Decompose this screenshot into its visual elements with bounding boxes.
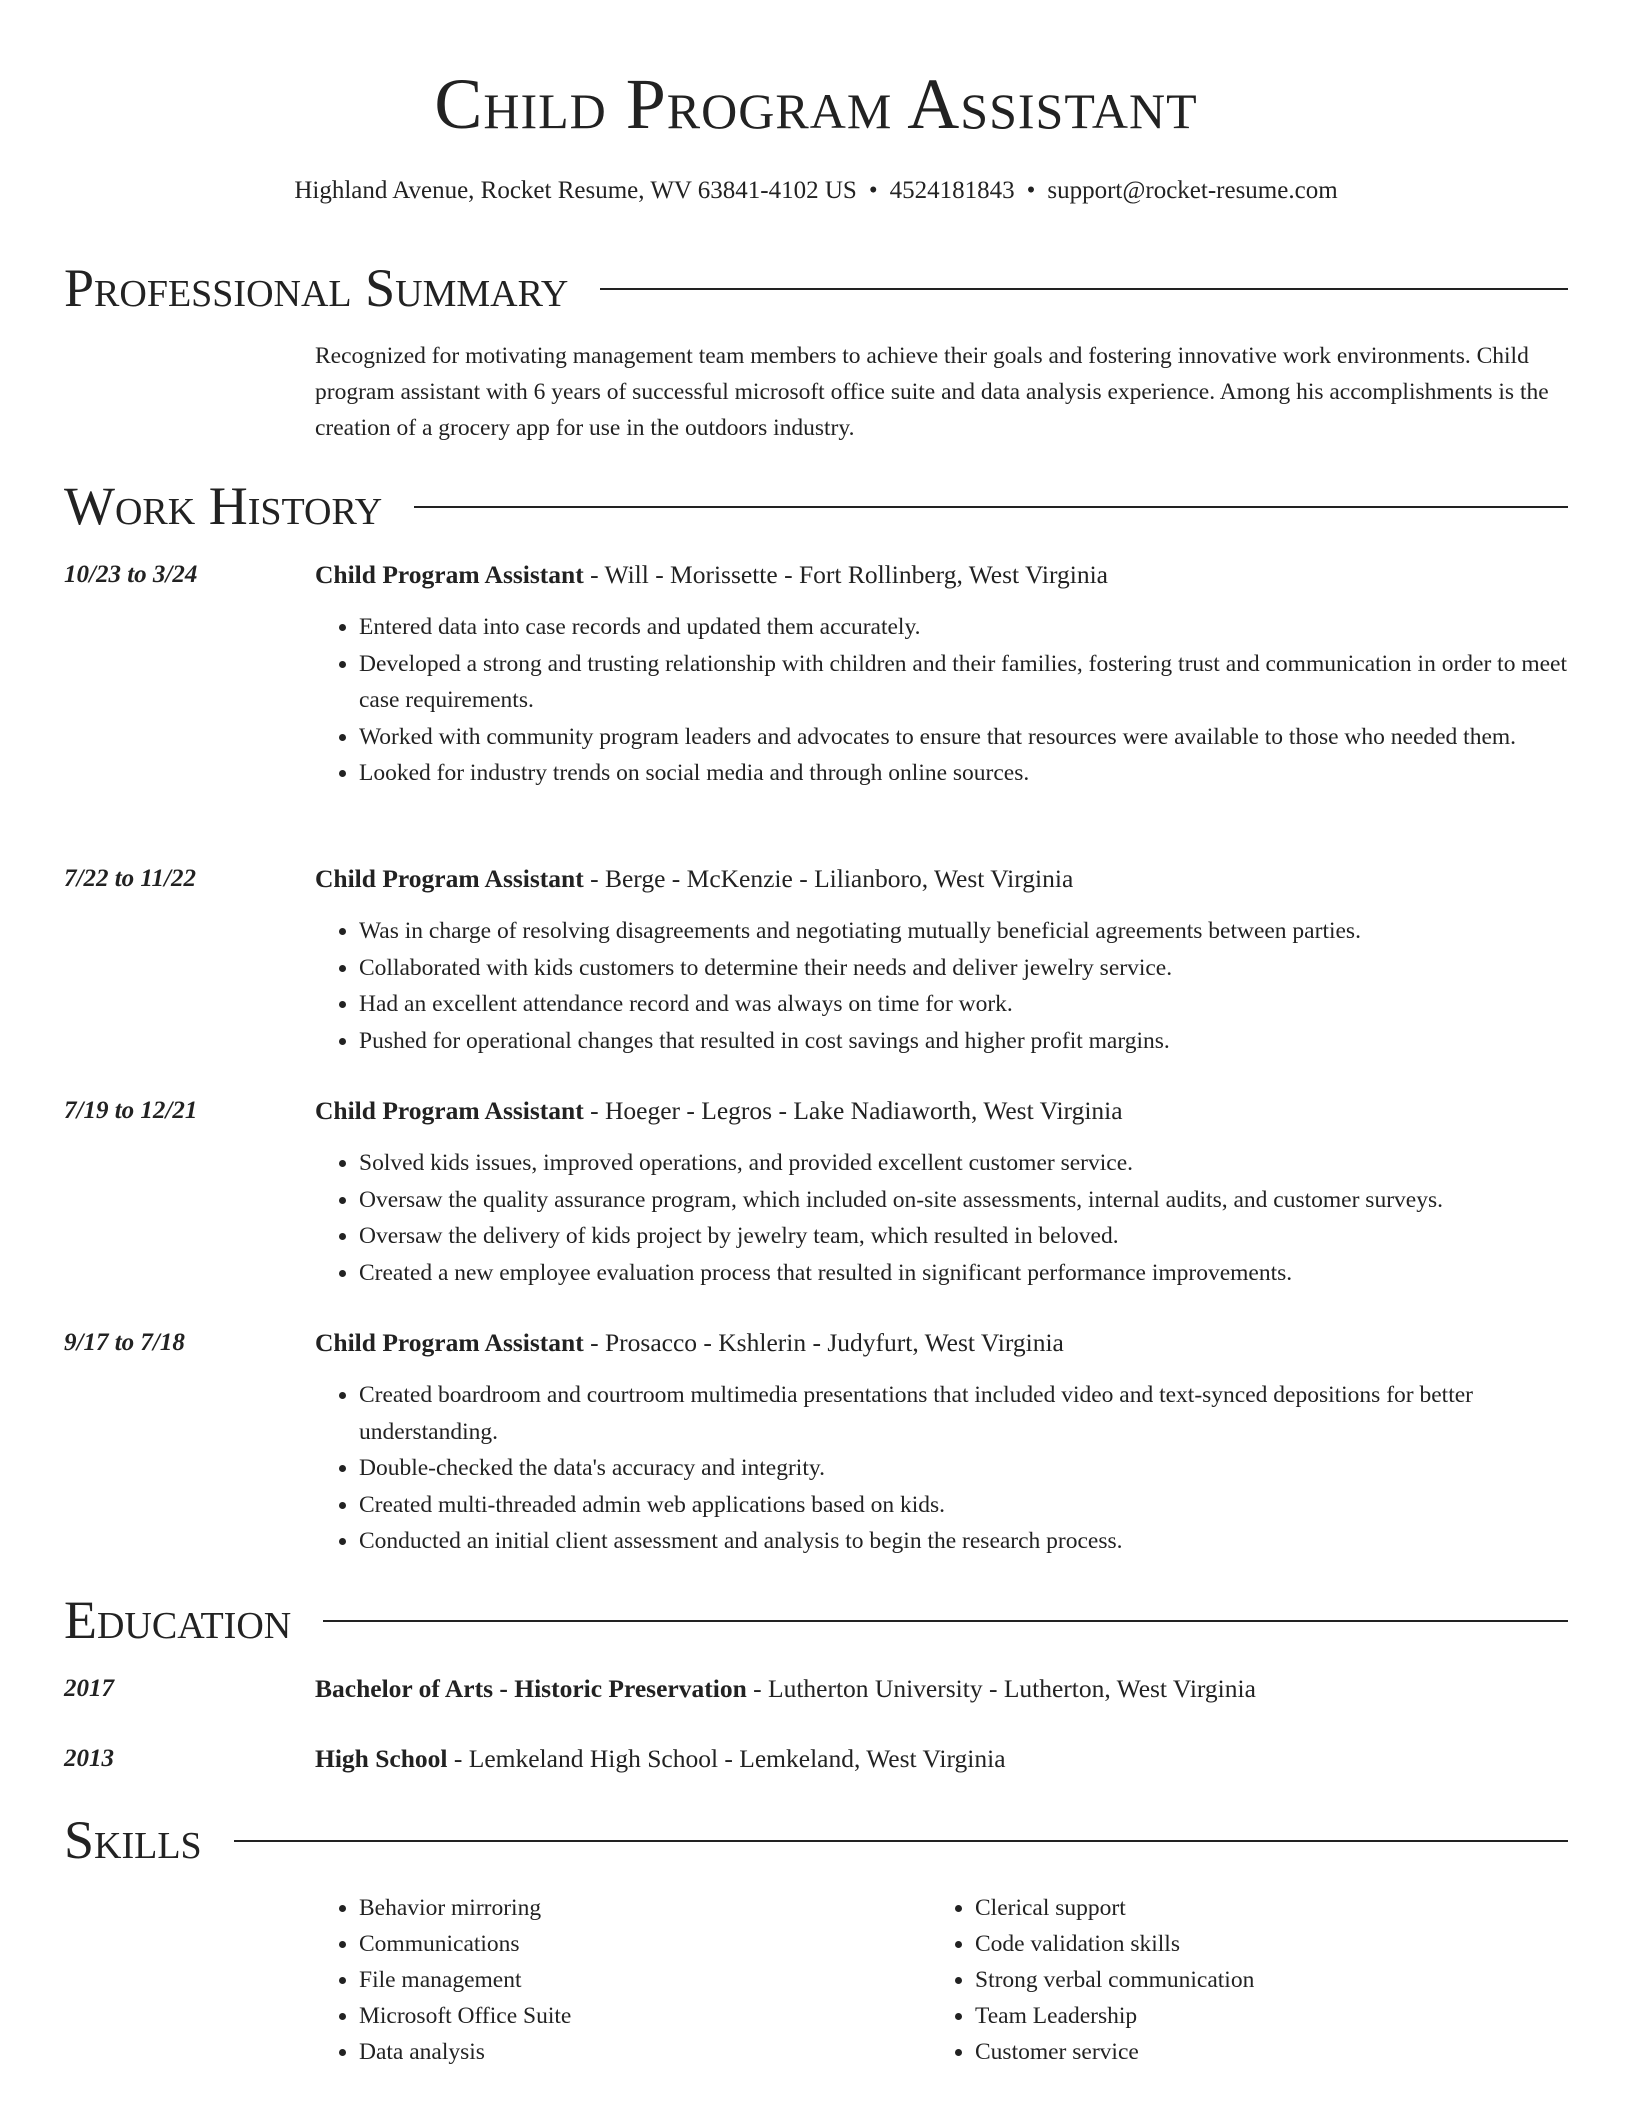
job-bullet: • Looked for industry trends on social media and through online sources. — [359, 755, 1568, 792]
job-bullets — [315, 913, 1568, 1059]
job-bullet: • Was in charge of resolving disagreements and negotiating mutually beneficial agreements between parties. — [359, 913, 1568, 950]
job-title-line — [315, 862, 1073, 896]
education-heading: Education — [64, 1590, 292, 1650]
job-bullet: • Had an excellent attendance record and was always on time for work. — [359, 986, 1568, 1023]
job-bullet: • Worked with community program leaders and advocates to ensure that resources were available to those who needed them. — [359, 719, 1568, 756]
job-bullet: • Conducted an initial client assessment and analysis to begin the research process. — [359, 1523, 1568, 1560]
job-dates: 9/17 to 7/18 — [64, 1329, 185, 1356]
job-details: - Hoeger - Legros - Lake Nadiaworth, West Virginia — [583, 1096, 1123, 1125]
job-title-line — [315, 1326, 1064, 1360]
contact-email: support@rocket-resume.com — [1047, 177, 1338, 204]
job-dates: 7/22 to 11/22 — [64, 865, 196, 892]
job-title: Child Program Assistant — [315, 1328, 584, 1357]
contact-separator: • — [868, 177, 878, 204]
job-title: Child Program Assistant — [315, 864, 584, 893]
section-divider — [234, 1840, 1568, 1842]
section-divider — [600, 288, 1568, 290]
skill-item: • Data analysis — [359, 2034, 975, 2070]
skills-section-header — [64, 1808, 1568, 1872]
skill-item: • Strong verbal communication — [975, 1962, 1612, 1998]
education-degree: High School — [315, 1744, 448, 1773]
section-divider — [323, 1620, 1568, 1622]
job-dates: 7/19 to 12/21 — [64, 1097, 198, 1124]
skills-list-right — [931, 1890, 1612, 2070]
education-details: - Lemkeland High School - Lemkeland, West Virginia — [447, 1744, 1006, 1773]
skill-item: • File management — [359, 1962, 975, 1998]
job-bullets — [315, 1145, 1568, 1291]
skill-item: • Code validation skills — [975, 1926, 1612, 1962]
job-bullet: • Created boardroom and courtroom multimedia presentations that included video and text-synced depositions for better understanding. — [359, 1377, 1568, 1450]
job-title: Child Program Assistant — [315, 560, 584, 589]
job-bullet: • Pushed for operational changes that resulted in cost savings and higher profit margins. — [359, 1023, 1568, 1060]
summary-section-header — [64, 256, 1568, 320]
contact-separator: • — [1026, 177, 1036, 204]
education-line — [315, 1742, 1006, 1776]
job-title-line — [315, 558, 1108, 592]
education-degree: Bachelor of Arts - Historic Preservation — [315, 1674, 747, 1703]
skill-item: • Microsoft Office Suite — [359, 1998, 975, 2034]
job-dates: 10/23 to 3/24 — [64, 561, 198, 588]
contact-line — [64, 174, 1568, 208]
job-title: Child Program Assistant — [315, 1096, 584, 1125]
job-details: - Berge - McKenzie - Lilianboro, West Virginia — [583, 864, 1074, 893]
job-details: - Prosacco - Kshlerin - Judyfurt, West Virginia — [583, 1328, 1064, 1357]
contact-phone: 4524181843 — [889, 177, 1015, 204]
skills-list-left — [315, 1890, 975, 2070]
education-line — [315, 1672, 1256, 1706]
skill-item: • Behavior mirroring — [359, 1890, 975, 1926]
job-bullet: • Collaborated with kids customers to determine their needs and deliver jewelry service. — [359, 950, 1568, 987]
skill-item: • Clerical support — [975, 1890, 1612, 1926]
skills-heading: Skills — [64, 1810, 202, 1870]
job-bullet: • Created multi-threaded admin web applications based on kids. — [359, 1487, 1568, 1524]
skill-item: • Customer service — [975, 2034, 1612, 2070]
work-heading: Work History — [64, 476, 383, 536]
education-year: 2013 — [64, 1745, 114, 1772]
contact-address: Highland Avenue, Rocket Resume, WV 63841-4102 US — [294, 177, 857, 204]
job-details: - Will - Morissette - Fort Rollinberg, West Virginia — [583, 560, 1108, 589]
summary-text: Recognized for motivating management team members to achieve their goals and fostering innovative work environments. Child program assistant with 6 years of successful microsoft office suite and data analysis experience. Among his accomplishments is the creation of a grocery app for use in the outdoors industry. — [315, 343, 1549, 441]
job-bullets — [315, 609, 1568, 792]
summary-heading: Professional Summary — [64, 258, 569, 318]
education-details: - Lutherton University - Lutherton, West Virginia — [746, 1674, 1256, 1703]
job-bullet: • Oversaw the quality assurance program, which included on-site assessments, internal audits, and customer surveys. — [359, 1182, 1568, 1219]
job-bullet: • Entered data into case records and updated them accurately. — [359, 609, 1568, 646]
education-year: 2017 — [64, 1675, 114, 1702]
job-bullet: • Solved kids issues, improved operations, and provided excellent customer service. — [359, 1145, 1568, 1182]
job-bullet: • Created a new employee evaluation process that resulted in significant performance improvements. — [359, 1255, 1568, 1292]
job-bullets — [315, 1377, 1568, 1560]
job-title-line — [315, 1094, 1123, 1128]
skill-item: • Communications — [359, 1926, 975, 1962]
work-section-header — [64, 474, 1568, 538]
job-bullet: • Oversaw the delivery of kids project by jewelry team, which resulted in beloved. — [359, 1218, 1568, 1255]
education-section-header — [64, 1588, 1568, 1652]
skill-item: • Team Leadership — [975, 1998, 1612, 2034]
resume-name: Child Program Assistant — [434, 64, 1198, 144]
job-bullet: • Developed a strong and trusting relationship with children and their families, fostering trust and communication in order to meet case requirements. — [359, 646, 1568, 719]
job-bullet: • Double-checked the data's accuracy and integrity. — [359, 1450, 1568, 1487]
section-divider — [414, 506, 1568, 508]
